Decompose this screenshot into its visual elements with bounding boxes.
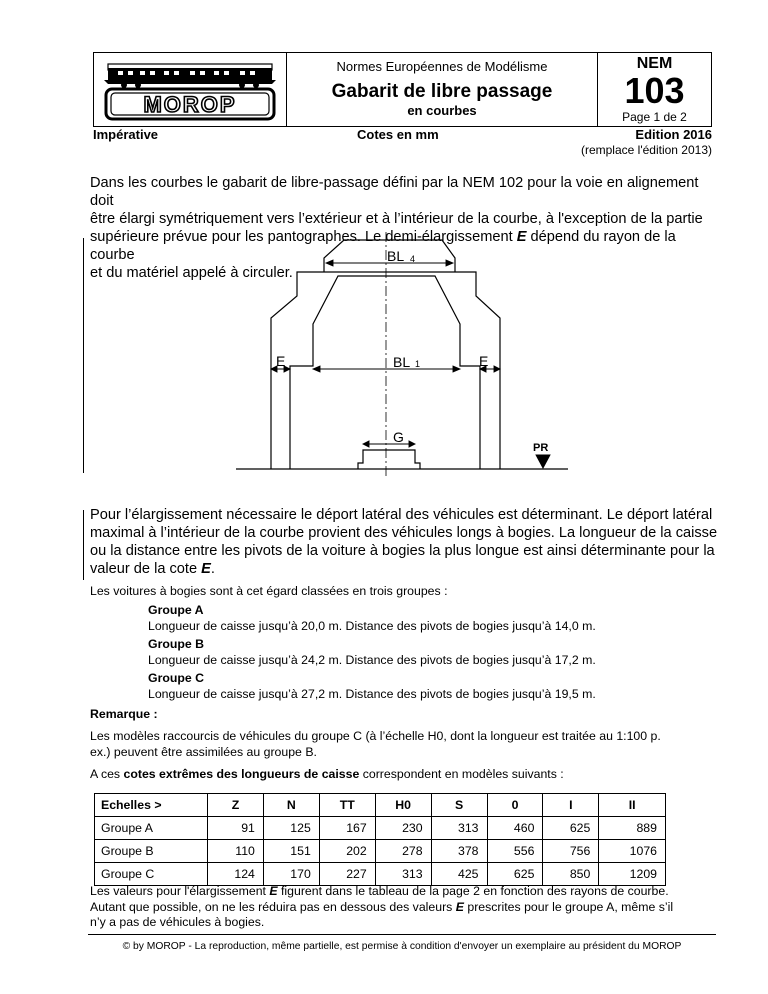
table-cell: 124 — [208, 863, 264, 886]
table-row — [95, 817, 666, 840]
row-label: Groupe B — [95, 840, 208, 863]
table-row — [95, 840, 666, 863]
deport-paragraph — [90, 506, 730, 578]
table-cell: 625 — [487, 863, 543, 886]
table-cell: 1209 — [599, 863, 666, 886]
group-name: Groupe C — [148, 671, 205, 685]
table-cell: 125 — [263, 817, 319, 840]
intro-line: Dans les courbes le gabarit de libre-passage défini par la NEM 102 pour la voie en alignement doit — [90, 175, 699, 209]
header-cell: II — [599, 794, 666, 817]
footer-rule — [88, 934, 716, 935]
pr-label: PR — [533, 442, 549, 454]
header-cell: I — [543, 794, 599, 817]
remark-title: Remarque : — [90, 707, 158, 721]
group-desc: Longueur de caisse jusqu’à 20,0 m. Distance des pivots de bogies jusqu’à 14,0 m. — [148, 618, 596, 633]
group-desc: Longueur de caisse jusqu’à 24,2 m. Distance des pivots de bogies jusqu’à 17,2 m. — [148, 652, 596, 667]
header-cell: Z — [208, 794, 264, 817]
closing-paragraph — [90, 884, 730, 931]
nem-label: NEM — [636, 55, 673, 72]
table-cell: 202 — [319, 840, 375, 863]
table-cell: 278 — [375, 840, 431, 863]
table-cell: 313 — [375, 863, 431, 886]
e-right-label: E — [479, 353, 489, 369]
bl4-subscript: 4 — [410, 254, 416, 264]
header-cell: S — [431, 794, 487, 817]
text-line: Les modèles raccourcis de véhicules du groupe C (à l’échelle H0, dont la longueur est traitée au 1:100 p. — [90, 729, 661, 743]
scales-table — [94, 793, 666, 886]
table-cell: 91 — [208, 817, 264, 840]
pr-marker-icon — [536, 455, 550, 468]
intro-line: être élargi symétriquement vers l’extérieur et à l’intérieur de la courbe, à l'exception de la partie — [90, 211, 703, 227]
table-intro: A ces cotes extrêmes des longueurs de caisse correspondent en modèles suivants : — [90, 767, 564, 781]
page-indicator: Page 1 de 2 — [622, 110, 687, 124]
group-b — [148, 637, 596, 668]
intro-line: supérieure prévue pour les pantographes. Le demi-élargissement E dépend du rayon de la courbe — [90, 229, 676, 263]
header-cell: H0 — [375, 794, 431, 817]
doc-title: Gabarit de libre passage — [331, 81, 553, 102]
table-cell: 110 — [208, 840, 264, 863]
text-line: Pour l’élargissement nécessaire le déport latéral des véhicules est déterminant. Le déport latéral — [90, 507, 713, 523]
org-name: Normes Européennes de Modélisme — [336, 59, 548, 74]
table-cell: 625 — [543, 817, 599, 840]
table-cell: 556 — [487, 840, 543, 863]
e-left-label: E — [276, 353, 286, 369]
table-row — [95, 863, 666, 886]
table-cell: 889 — [599, 817, 666, 840]
table-cell: 167 — [319, 817, 375, 840]
doc-subtitle: en courbes — [407, 103, 477, 118]
logo-text: MOROP — [143, 92, 237, 117]
text-line: Autant que possible, on ne les réduira pas en dessous des valeurs E prescrites pour le groupe A, même s’il — [90, 899, 674, 914]
table-cell: 313 — [431, 817, 487, 840]
header-cell: 0 — [487, 794, 543, 817]
bl1-label: BL — [393, 354, 411, 370]
group-c — [148, 671, 596, 702]
table-cell: 460 — [487, 817, 543, 840]
header-cell: TT — [319, 794, 375, 817]
header-cell: Echelles > — [95, 794, 208, 817]
remark-text — [90, 729, 720, 760]
table-header-row — [95, 794, 666, 817]
bl4-label: BL — [387, 248, 405, 264]
table-cell: 1076 — [599, 840, 666, 863]
text-line: n’y a pas de véhicules à bogies. — [90, 915, 265, 929]
text-line: maximal à l’intérieur de la courbe provient des véhicules longs à bogies. La longueur de la caisse — [90, 525, 718, 541]
group-a — [148, 603, 596, 634]
text-line: ou la distance entre les pivots de la voiture à bogies la plus longue est ainsi déterminante pour la — [90, 543, 715, 559]
row-label: Groupe C — [95, 863, 208, 886]
header-cell: N — [263, 794, 319, 817]
table-cell: 151 — [263, 840, 319, 863]
groups-intro: Les voitures à bogies sont à cet égard classées en trois groupes : — [90, 584, 448, 598]
text-line: Les valeurs pour l'élargissement E figurent dans le tableau de la page 2 en fonction des rayons de courbe. — [90, 884, 669, 898]
intro-line: et du matériel appelé à circuler. — [90, 265, 293, 281]
bl1-subscript: 1 — [415, 359, 421, 369]
group-name: Groupe A — [148, 603, 204, 617]
group-desc: Longueur de caisse jusqu’à 27,2 m. Distance des pivots de bogies jusqu’à 19,5 m. — [148, 686, 596, 701]
footer-copyright: © by MOROP - La reproduction, même partielle, est permise à condition d'envoyer un exemplaire au président du MOROP — [122, 941, 682, 952]
group-name: Groupe B — [148, 637, 205, 651]
text-line: valeur de la cote E. — [90, 561, 215, 577]
table-cell: 378 — [431, 840, 487, 863]
table-cell: 756 — [543, 840, 599, 863]
table-cell: 425 — [431, 863, 487, 886]
replaces-label: (remplace l'édition 2013) — [580, 143, 712, 157]
table-cell: 227 — [319, 863, 375, 886]
table-cell: 850 — [543, 863, 599, 886]
nem-number: 103 — [624, 70, 685, 111]
edition-label: Edition 2016 — [635, 127, 712, 142]
units-label: Cotes en mm — [357, 127, 439, 142]
g-label: G — [393, 429, 404, 445]
status-label: Impérative — [93, 127, 159, 142]
text-line: ex.) peuvent être assimilées au groupe B. — [90, 744, 317, 759]
table-cell: 170 — [263, 863, 319, 886]
row-label: Groupe A — [95, 817, 208, 840]
table-cell: 230 — [375, 817, 431, 840]
